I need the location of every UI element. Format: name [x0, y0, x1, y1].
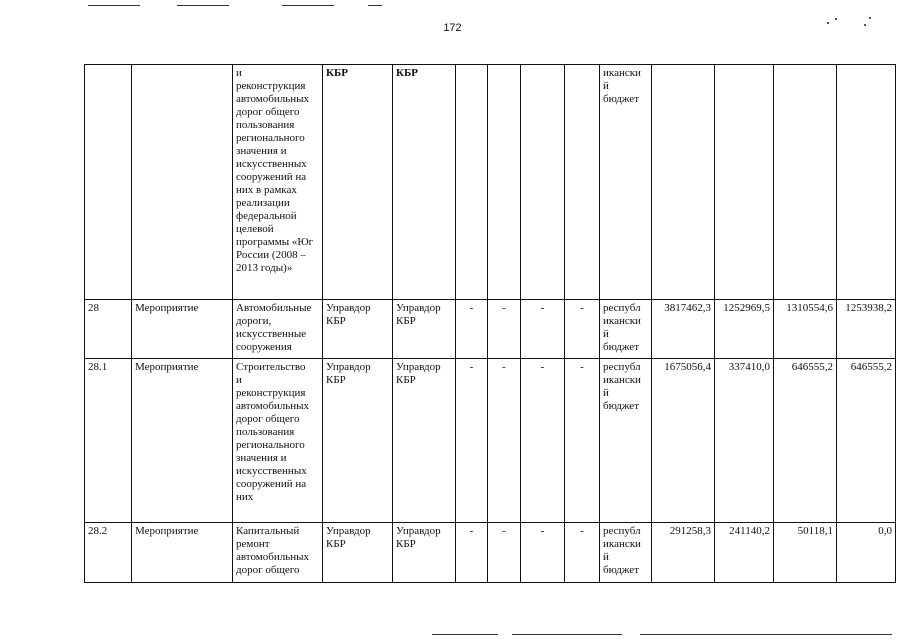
table-row [85, 523, 896, 583]
row-year-1: 1252969,5 [715, 300, 774, 359]
row-year-2: 646555,2 [774, 359, 837, 523]
row-date-1: - [456, 359, 488, 523]
row-description: и реконструкция автомобильных дорог общего пользования регионального значения и искусственных сооружений на них в рамках реализации федеральной целевой программы «Юг России (2008 – 2013 годы)» [233, 65, 323, 300]
row-year-3: 646555,2 [837, 359, 896, 523]
row-date-1 [456, 65, 488, 300]
row-year-1 [715, 65, 774, 300]
row-coexecutor: Управдор КБР [393, 300, 456, 359]
row-date-3: - [521, 300, 565, 359]
table-row [85, 359, 896, 523]
row-date-1: - [456, 300, 488, 359]
row-year-2: 1310554,6 [774, 300, 837, 359]
row-coexecutor: КБР [393, 65, 456, 300]
row-number: 28 [85, 300, 132, 359]
row-number: 28.1 [85, 359, 132, 523]
row-responsible: Управдор КБР [323, 523, 393, 583]
row-date-3: - [521, 359, 565, 523]
row-date-4 [565, 65, 600, 300]
row-year-3: 1253938,2 [837, 300, 896, 359]
row-total: 291258,3 [652, 523, 715, 583]
row-year-2 [774, 65, 837, 300]
row-year-1: 337410,0 [715, 359, 774, 523]
row-funding-source: икански й бюджет [600, 65, 652, 300]
table-row [85, 65, 896, 300]
row-funding-source: республ икански й бюджет [600, 359, 652, 523]
row-total [652, 65, 715, 300]
row-coexecutor: Управдор КБР [393, 359, 456, 523]
row-number [85, 65, 132, 300]
row-date-2: - [488, 359, 521, 523]
row-responsible: Управдор КБР [323, 300, 393, 359]
row-type: Мероприятие [132, 300, 233, 359]
row-year-2: 50118,1 [774, 523, 837, 583]
row-year-3 [837, 65, 896, 300]
row-date-1: - [456, 523, 488, 583]
row-date-4: - [565, 300, 600, 359]
row-total: 1675056,4 [652, 359, 715, 523]
row-description: Капитальный ремонт автомобильных дорог общего [233, 523, 323, 583]
row-funding-source: республ икански й бюджет [600, 523, 652, 583]
row-date-2: - [488, 300, 521, 359]
row-type: Мероприятие [132, 523, 233, 583]
row-description: Строительство и реконструкция автомобильных дорог общего пользования регионального значения и искусственных сооружений на них [233, 359, 323, 523]
program-table [84, 64, 896, 583]
row-date-2 [488, 65, 521, 300]
row-type [132, 65, 233, 300]
row-date-2: - [488, 523, 521, 583]
row-year-3: 0,0 [837, 523, 896, 583]
row-date-3: - [521, 523, 565, 583]
row-year-1: 241140,2 [715, 523, 774, 583]
page-number: 172 [443, 22, 462, 34]
row-coexecutor: Управдор КБР [393, 523, 456, 583]
table-row [85, 300, 896, 359]
row-responsible: Управдор КБР [323, 359, 393, 523]
row-responsible: КБР [323, 65, 393, 300]
row-type: Мероприятие [132, 359, 233, 523]
row-funding-source: республ икански й бюджет [600, 300, 652, 359]
row-total: 3817462,3 [652, 300, 715, 359]
row-date-4: - [565, 523, 600, 583]
row-number: 28.2 [85, 523, 132, 583]
row-date-4: - [565, 359, 600, 523]
row-description: Автомобильные дороги, искусственные сооружения [233, 300, 323, 359]
row-date-3 [521, 65, 565, 300]
